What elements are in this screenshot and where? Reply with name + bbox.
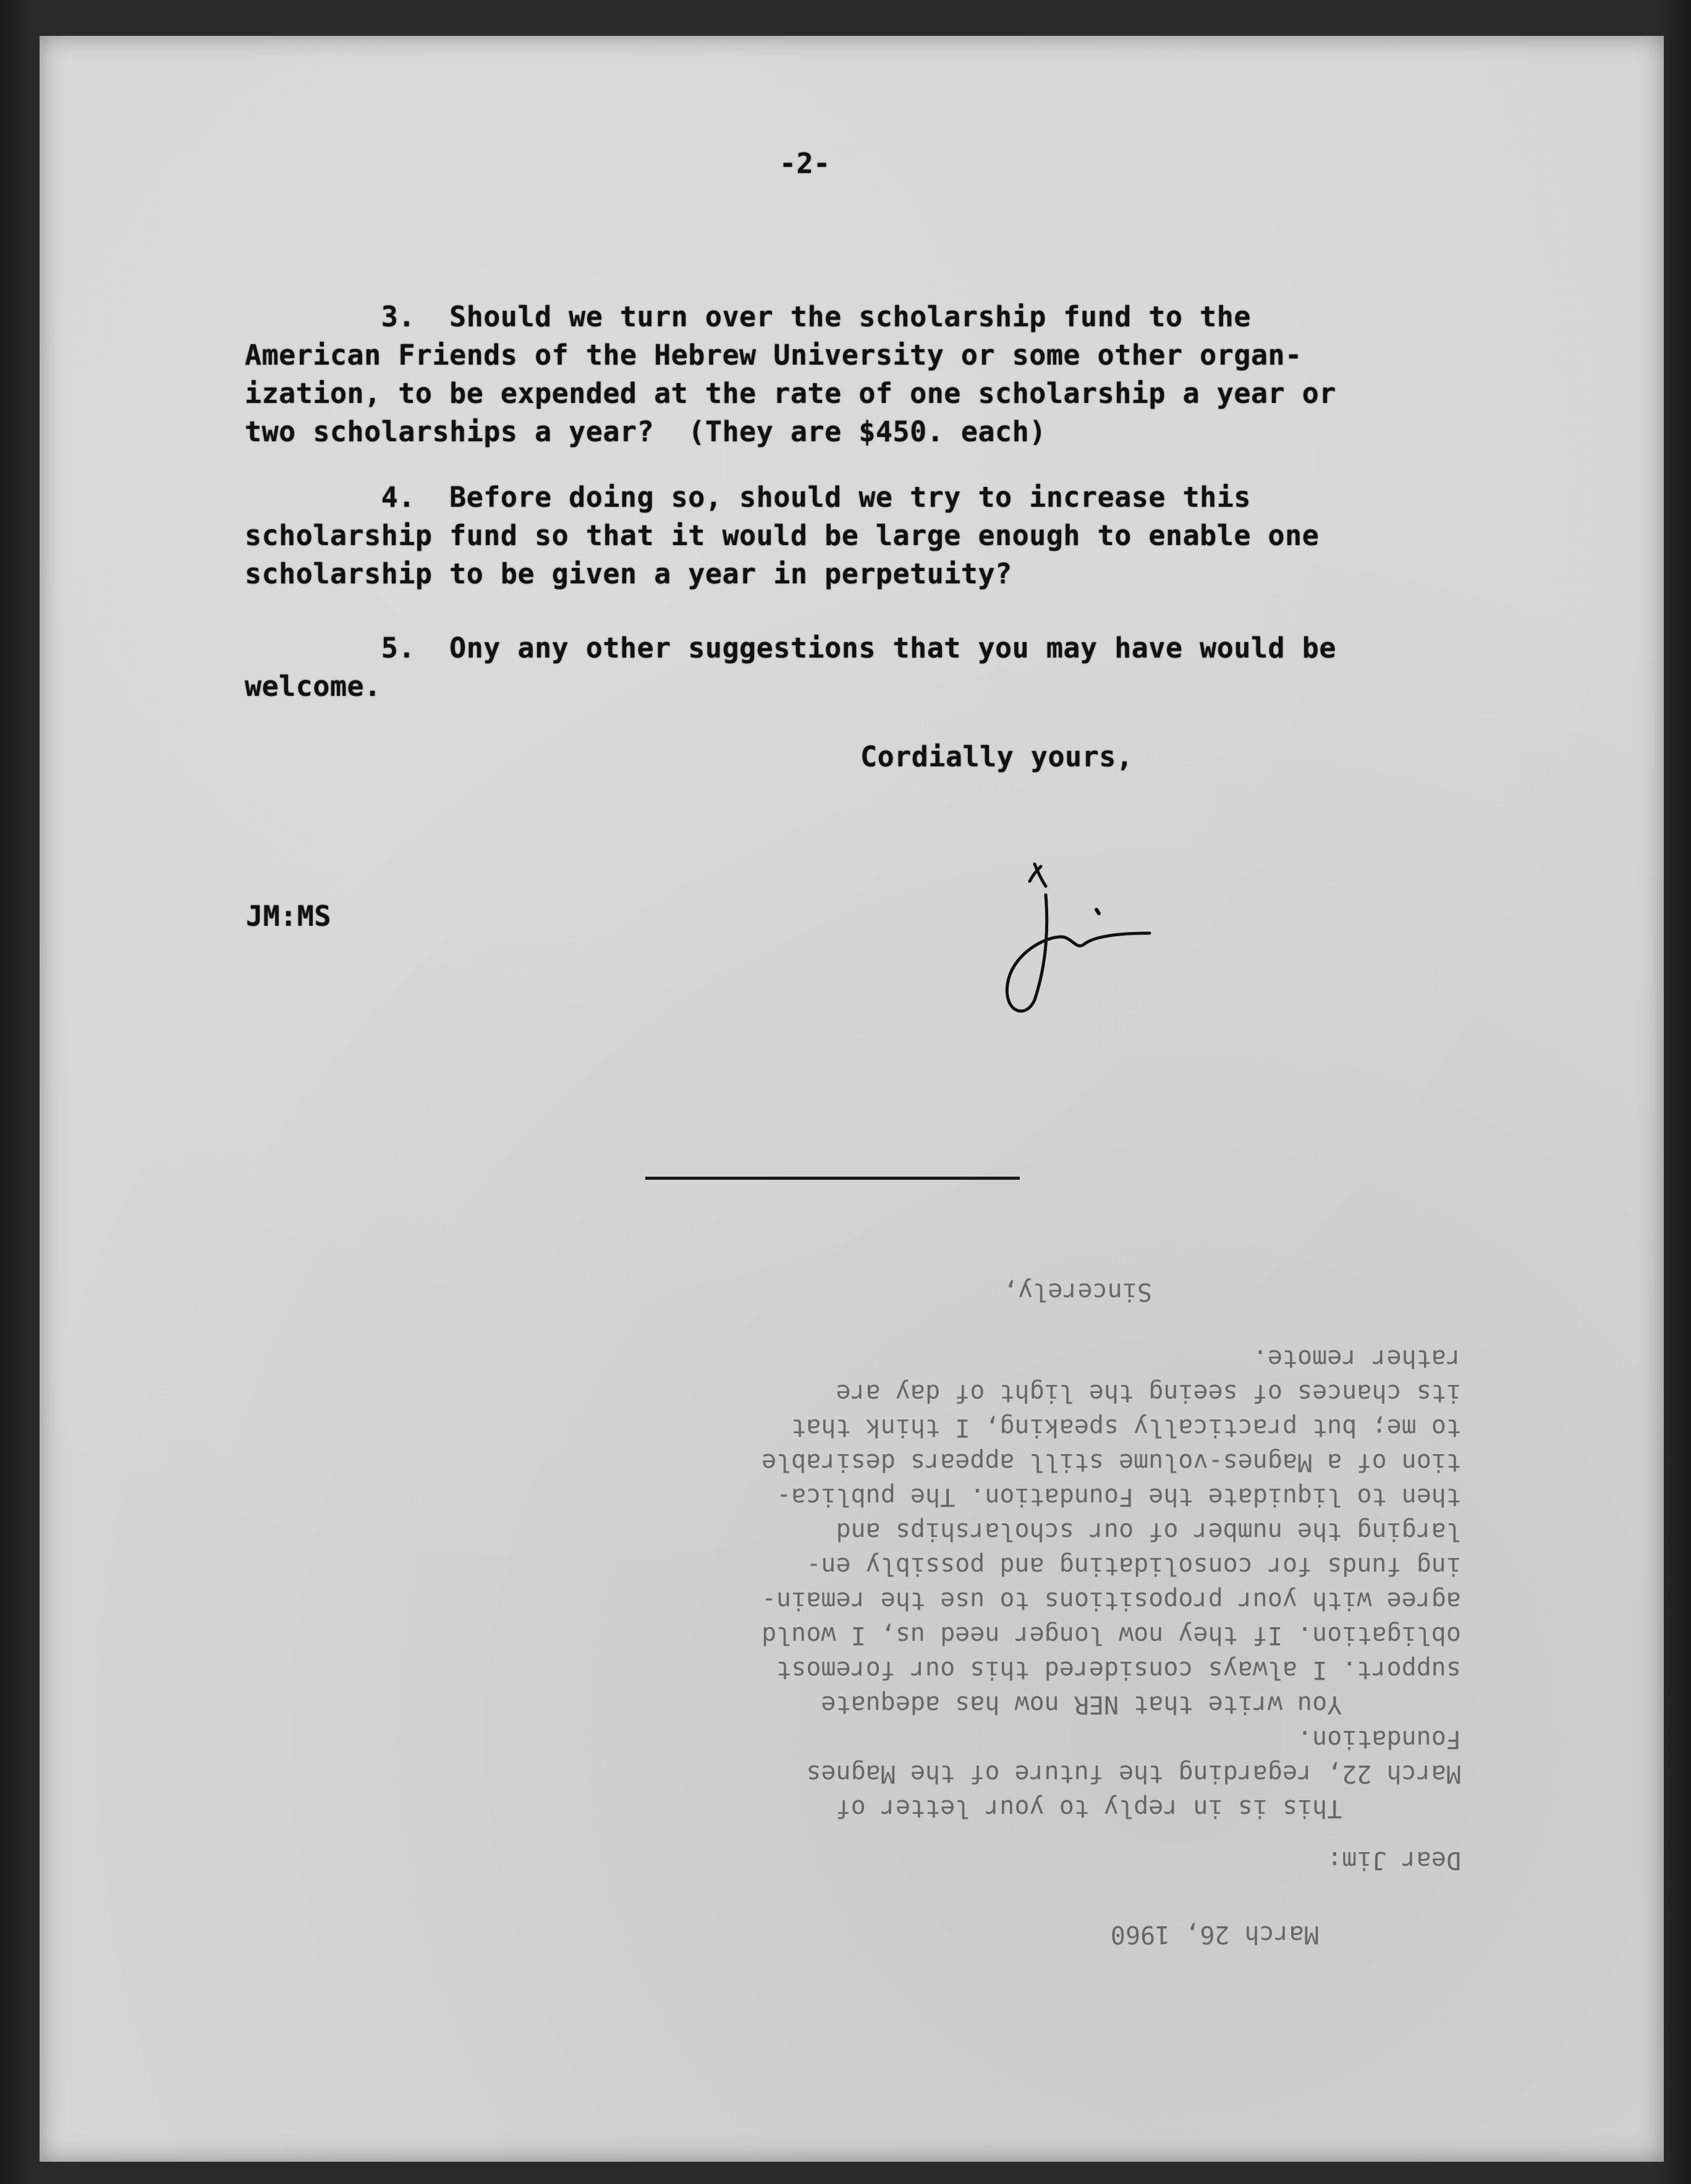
handwritten-signature	[967, 858, 1177, 1018]
paragraph-4: 4. Before doing so, should we try to increase this scholarship fund so that it would be large enough to enable one scholarship to be given a year in perpetuity?	[245, 481, 1320, 590]
reverse-date: March 26, 1960	[1110, 1920, 1319, 1949]
paragraph-3: 3. Should we turn over the scholarship fund to the American Friends of the Hebrew University or some other organ- ization, to be expended at the rate of one scholarship a year or two scholarships a year? (They are $450. each)	[245, 300, 1336, 448]
reverse-closing: Sincerely,	[1003, 1277, 1152, 1306]
paragraph-5: 5. Ony any other suggestions that you may have would be welcome.	[245, 632, 1336, 703]
document-page	[40, 36, 1664, 2162]
page-number: -2-	[779, 147, 831, 180]
reverse-side-letter	[497, 1235, 1461, 1952]
closing-salutation: Cordially yours,	[860, 740, 1134, 773]
typist-initials: JM:MS	[246, 900, 331, 933]
divider-line	[645, 1177, 1020, 1180]
reverse-body: This is in reply to your letter of March 22, regarding the future of the Magnes Foundation. You write that NER now has adequate support. I always considered this our foremost obligation. If they now longer need us, I would agree with your propositions to use the remain- ing funds for consolidating and possibly en- larging the number of our scholarships and then to liquidate the Foundation. The publica- tion of a Magnes-volume still appears desirable to me; but practically speaking, I think that its chances of seeing the light of day are rather remote.	[761, 1344, 1461, 1822]
reverse-salutation: Dear Jim:	[1327, 1846, 1461, 1874]
